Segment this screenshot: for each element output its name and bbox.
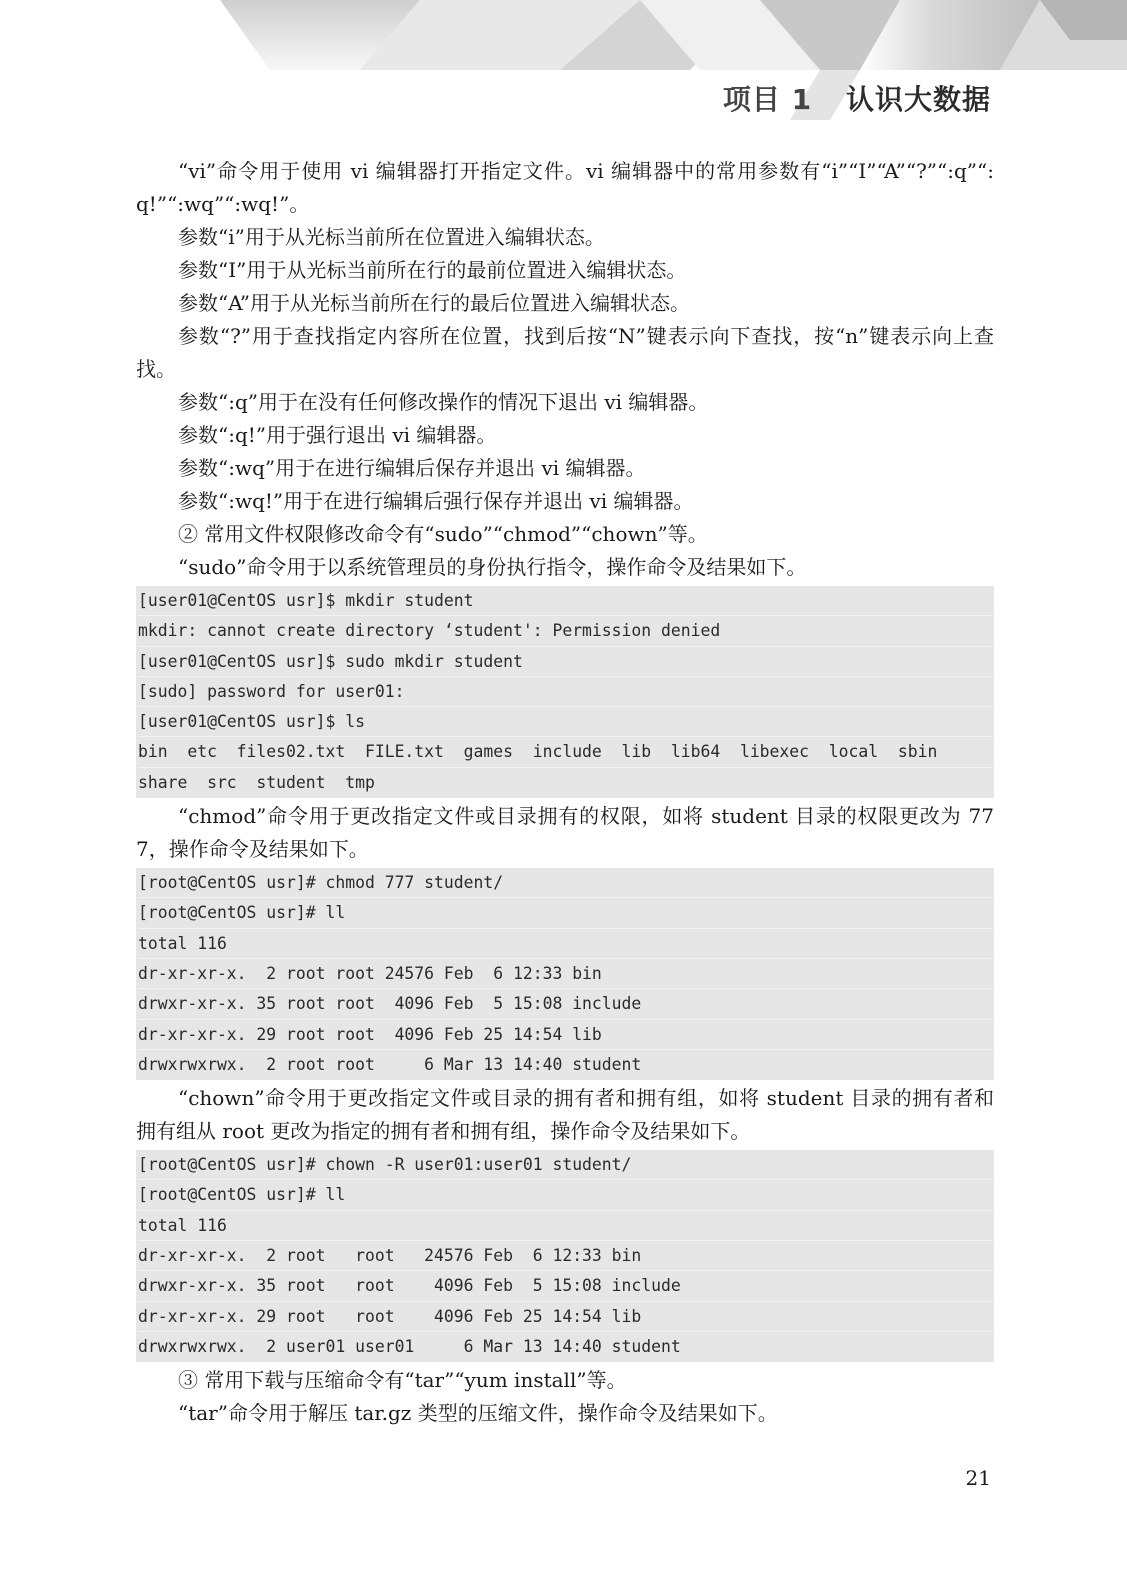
code-block-chown [136,1150,994,1362]
page-body [136,155,994,1430]
paragraph-chmod-intro: “chmod”命令用于更改指定文件或目录拥有的权限，如将 student 目录的权限更改为 777，操作命令及结果如下。 [136,804,994,862]
code-block-chmod [136,868,994,1080]
paragraph-chown-intro: “chown”命令用于更改指定文件或目录的拥有者和拥有组，如将 student 目录的拥有者和拥有组从 root 更改为指定的拥有者和拥有组，操作命令及结果如下。 [136,1086,994,1144]
code-line: dr-xr-xr-x. 29 root root 4096 Feb 25 14:54 lib [138,1302,994,1332]
paragraph-param-wq-force: 参数“:wq!”用于在进行编辑后强行保存并退出 vi 编辑器。 [178,489,694,513]
code-line: [root@CentOS usr]# chown -R user01:user01 student/ [138,1150,994,1180]
code-line: [root@CentOS usr]# chmod 777 student/ [138,868,994,898]
code-line: dr-xr-xr-x. 2 root root 24576 Feb 6 12:33 bin [138,959,994,989]
paragraph-param-i: 参数“i”用于从光标当前所在位置进入编辑状态。 [178,225,605,249]
code-line: [sudo] password for user01: [138,677,994,707]
paragraph-param-I: 参数“I”用于从光标当前所在行的最前位置进入编辑状态。 [178,258,687,282]
code-block-sudo [136,586,994,798]
code-line: share src student tmp [138,772,375,792]
code-line: drwxrwxrwx. 2 root root 6 Mar 13 14:40 student [138,1054,642,1074]
paragraph-param-search: 参数“?”用于查找指定内容所在位置，找到后按“N”键表示向下查找，按“n”键表示向上查找。 [136,324,994,381]
code-line: drwxr-xr-x. 35 root root 4096 Feb 5 15:08 include [138,989,994,1019]
code-line: [user01@CentOS usr]$ ls [138,707,994,737]
code-line: [user01@CentOS usr]$ sudo mkdir student [138,647,994,677]
paragraph-param-q: 参数“:q”用于在没有任何修改操作的情况下退出 vi 编辑器。 [178,390,709,414]
code-line: dr-xr-xr-x. 2 root root 24576 Feb 6 12:33 bin [138,1241,994,1271]
code-line: drwxrwxrwx. 2 user01 user01 6 Mar 13 14:40 student [138,1336,681,1356]
paragraph-param-wq: 参数“:wq”用于在进行编辑后保存并退出 vi 编辑器。 [178,456,646,480]
page-number: 21 [965,1466,991,1490]
code-line: total 116 [138,1211,994,1241]
code-line: dr-xr-xr-x. 29 root root 4096 Feb 25 14:54 lib [138,1020,994,1050]
header-decoration [0,0,1127,120]
code-line: mkdir: cannot create directory ‘student': Permission denied [138,616,994,646]
paragraph-param-A: 参数“A”用于从光标当前所在行的最后位置进入编辑状态。 [178,291,690,315]
code-line: [user01@CentOS usr]$ mkdir student [138,586,994,616]
running-header [723,78,991,118]
project-label: 项目 1 [722,83,813,116]
paragraph-vi-intro: “vi”命令用于使用 vi 编辑器打开指定文件。vi 编辑器中的常用参数有“i”“I”“A”“?”“:q”“:q!”“:wq”“:wq!”。 [136,159,994,216]
code-line: drwxr-xr-x. 35 root root 4096 Feb 5 15:08 include [138,1271,994,1301]
chapter-title: 认识大数据 [845,83,991,116]
paragraph-permission-commands: ② 常用文件权限修改命令有“sudo”“chmod”“chown”等。 [178,522,708,546]
code-line: total 116 [138,929,994,959]
code-line: [root@CentOS usr]# ll [138,898,994,928]
paragraph-tar-intro: “tar”命令用于解压 tar.gz 类型的压缩文件，操作命令及结果如下。 [178,1401,778,1426]
code-line: [root@CentOS usr]# ll [138,1180,994,1210]
paragraph-param-q-force: 参数“:q!”用于强行退出 vi 编辑器。 [178,423,497,447]
paragraph-sudo-intro: “sudo”命令用于以系统管理员的身份执行指令，操作命令及结果如下。 [178,555,807,579]
code-line: bin etc files02.txt FILE.txt games include lib lib64 libexec local sbin [138,737,994,767]
paragraph-download-commands: ③ 常用下载与压缩命令有“tar”“yum install”等。 [178,1368,627,1393]
